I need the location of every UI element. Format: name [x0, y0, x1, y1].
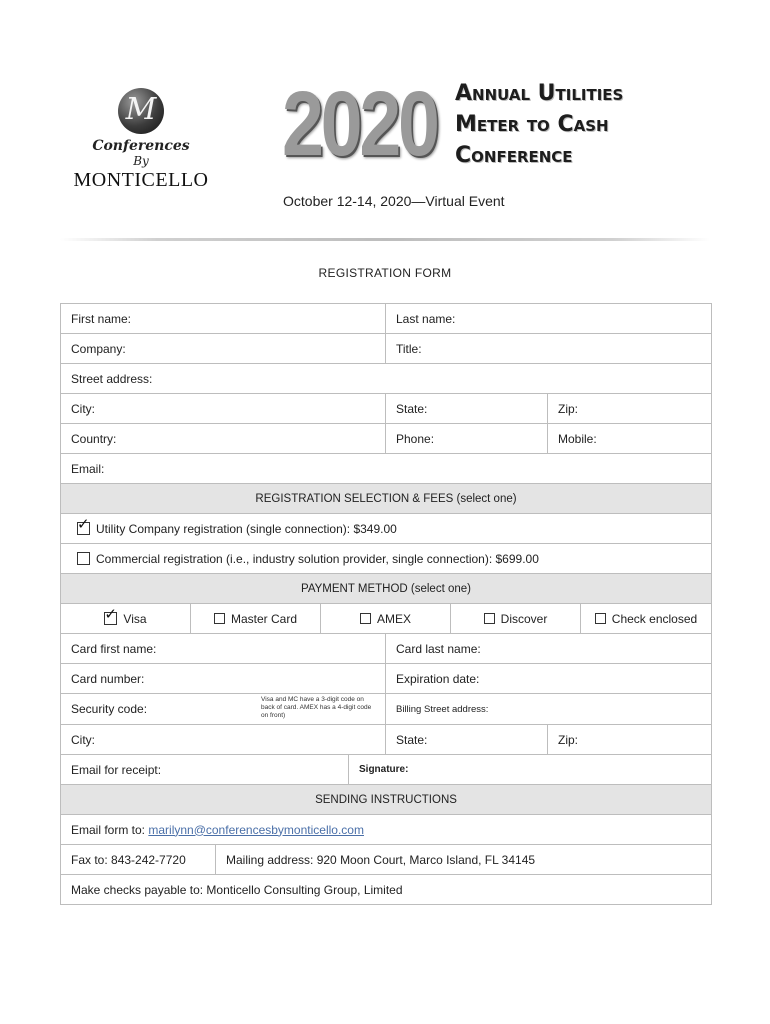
form-row — [61, 694, 711, 725]
form-row — [61, 875, 711, 904]
commercial-registration-option[interactable] — [61, 544, 711, 573]
mobile-field[interactable]: Mobile: — [558, 431, 597, 446]
billing-state-field[interactable]: State: — [386, 725, 548, 754]
title-field[interactable]: Title: — [396, 341, 422, 356]
email-receipt-field[interactable]: Email for receipt: — [61, 755, 349, 784]
billing-street-field[interactable]: Billing Street address: — [396, 703, 489, 715]
form-title: REGISTRATION FORM — [318, 266, 452, 280]
form-row — [61, 755, 711, 785]
last-name-field[interactable]: Last name: — [396, 311, 456, 326]
form-row — [61, 664, 711, 694]
form-row — [61, 634, 711, 664]
email-instructions: Email form to: marilynn@conferencesbymonticello.com — [71, 822, 364, 837]
billing-zip-field[interactable]: Zip: — [558, 732, 579, 747]
form-row — [61, 454, 711, 484]
section-header-registration — [61, 484, 711, 514]
expiration-date-field[interactable]: Expiration date: — [396, 671, 480, 686]
country-field[interactable]: Country: — [61, 424, 386, 453]
form-row — [61, 815, 711, 845]
form-row — [61, 424, 711, 454]
conference-title: Annual Utilities Meter to Cash Conference — [455, 81, 624, 168]
form-row — [61, 334, 711, 364]
card-first-name-field[interactable]: Card first name: — [61, 634, 386, 663]
city-field[interactable]: City: — [61, 394, 386, 423]
registration-form — [60, 303, 712, 905]
first-name-field[interactable]: First name: — [61, 304, 386, 333]
checkbox-icon[interactable] — [77, 552, 90, 565]
email-field[interactable]: Email: — [71, 461, 105, 476]
checkbox-checked-icon[interactable]: ✓ — [104, 606, 117, 623]
payment-master-card[interactable]: Master Card — [191, 604, 321, 633]
checks-payable: Make checks payable to: Monticello Consulting Group, Limited — [71, 882, 403, 897]
section-header-sending — [61, 785, 711, 815]
payment-check-enclosed[interactable]: Check enclosed — [581, 604, 711, 633]
event-dateline: October 12-14, 2020—Virtual Event — [283, 193, 505, 209]
payment-discover[interactable]: Discover — [451, 604, 581, 633]
event-year: 2020 — [282, 73, 437, 175]
mailing-address: Mailing address: 920 Moon Court, Marco Island, FL 34145 — [226, 852, 536, 867]
header-divider — [60, 238, 710, 241]
security-code-field[interactable]: Security code: Visa and MC have a 3-digit code on back of card. AMEX has a 4-digit code on front) — [61, 694, 386, 724]
fax-instructions: Fax to: 843-242-7720 — [61, 845, 216, 874]
company-field[interactable]: Company: — [61, 334, 386, 363]
registration-option — [61, 544, 711, 574]
email-link[interactable]: marilynn@conferencesbymonticello.com — [148, 822, 364, 837]
utility-registration-label: Utility Company registration (single connection): $349.00 — [96, 521, 397, 536]
checkbox-icon[interactable] — [360, 613, 371, 624]
conferences-by-monticello-logo — [66, 88, 216, 192]
street-address-field[interactable]: Street address: — [71, 371, 153, 386]
section-header-payment — [61, 574, 711, 604]
utility-registration-option[interactable] — [61, 514, 711, 543]
state-field[interactable]: State: — [386, 394, 548, 423]
form-row — [61, 304, 711, 334]
card-number-field[interactable]: Card number: — [61, 664, 386, 693]
signature-field[interactable]: Signature: — [359, 764, 409, 775]
phone-field[interactable]: Phone: — [386, 424, 548, 453]
checkbox-checked-icon[interactable]: ✓ — [77, 516, 90, 533]
payment-header: PAYMENT METHOD (select one) — [61, 574, 711, 603]
sending-header: SENDING INSTRUCTIONS — [61, 785, 711, 814]
form-row — [61, 725, 711, 755]
payment-methods-row — [61, 604, 711, 634]
commercial-registration-label: Commercial registration (i.e., industry solution provider, single connection): $699.00 — [96, 551, 539, 566]
logo-mark-icon: M — [118, 88, 164, 134]
checkbox-icon[interactable] — [214, 613, 225, 624]
checkbox-icon[interactable] — [484, 613, 495, 624]
form-row — [61, 394, 711, 424]
zip-field[interactable]: Zip: — [558, 401, 579, 416]
billing-city-field[interactable]: City: — [61, 725, 386, 754]
registration-option — [61, 514, 711, 544]
security-code-note: Visa and MC have a 3-digit code on back of card. AMEX has a 4-digit code on front) — [261, 696, 372, 719]
form-row — [61, 364, 711, 394]
logo-text-conferences: Conferences — [92, 138, 190, 154]
form-row — [61, 845, 711, 875]
payment-amex[interactable]: AMEX — [321, 604, 451, 633]
checkbox-icon[interactable] — [595, 613, 606, 624]
registration-header: REGISTRATION SELECTION & FEES (select one) — [61, 484, 711, 513]
logo-text-by: By — [133, 154, 149, 168]
payment-visa[interactable]: ✓ Visa — [61, 604, 191, 633]
card-last-name-field[interactable]: Card last name: — [396, 641, 481, 656]
logo-text-monticello: MONTICELLO — [73, 169, 209, 191]
